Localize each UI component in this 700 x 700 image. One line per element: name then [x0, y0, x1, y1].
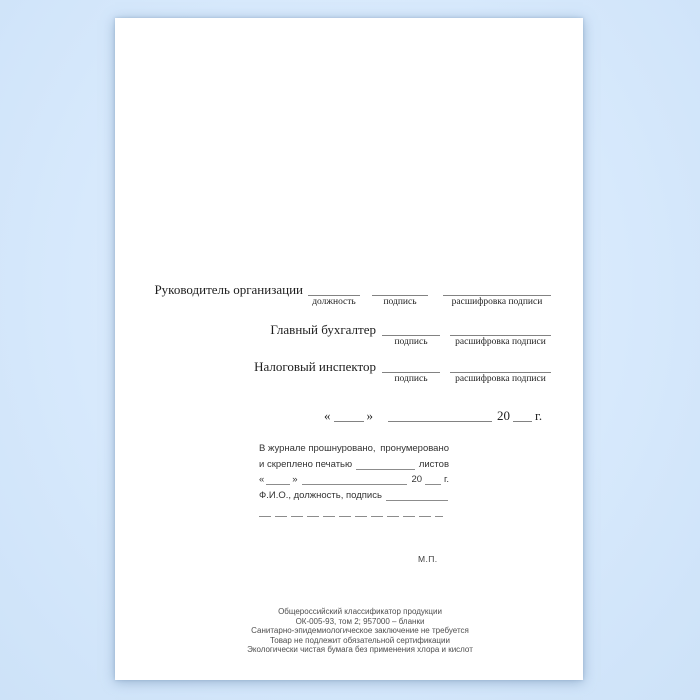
century-prefix: 20	[497, 408, 510, 423]
blank-label: расшифровка подписи	[455, 337, 546, 347]
footer-line: Санитарно-эпидемиологическое заключение не требуется	[251, 626, 469, 636]
blank-line	[450, 359, 551, 373]
signature-blank-signature	[382, 322, 440, 348]
blank-label: подпись	[394, 337, 428, 347]
day-blank-line	[266, 472, 290, 485]
signature-title: Руководитель организации	[154, 282, 303, 297]
blank-label: должность	[312, 297, 356, 307]
blank-label: подпись	[383, 297, 417, 307]
month-blank-line	[388, 408, 492, 422]
signature-row-tax-inspector	[152, 359, 551, 385]
note-line-2: и скреплено печатью листов	[259, 458, 449, 470]
note-line-1: В журнале прошнуровано, пронумеровано	[259, 443, 449, 454]
signature-blank-name	[450, 322, 551, 348]
sheet-count-blank-line	[356, 457, 415, 470]
year-suffix: г.	[535, 408, 543, 423]
signature-blank-signature	[382, 359, 440, 385]
signature-blank-name	[443, 282, 551, 308]
day-blank-line	[334, 408, 364, 422]
signature-blank-position	[308, 282, 360, 308]
month-blank-line	[302, 472, 408, 485]
blank-line	[382, 359, 440, 373]
signature-row-head-of-organization	[152, 282, 551, 308]
note-line-3-date: « » 20 г.	[259, 474, 449, 485]
blank-line	[450, 322, 551, 336]
blank-label: расшифровка подписи	[455, 374, 546, 384]
signature-row-chief-accountant	[152, 322, 551, 348]
fio-blank-line	[386, 488, 448, 501]
blank-line	[382, 322, 440, 336]
signature-title: Главный бухгалтер	[270, 322, 376, 337]
footer-line: Экологически чистая бумага без применения хлора и кислот	[247, 645, 473, 655]
year-blank-line	[513, 408, 532, 422]
blank-line	[308, 282, 360, 296]
year-blank-line	[425, 472, 441, 485]
dashed-blank-line	[259, 516, 443, 517]
blank-line	[372, 282, 428, 296]
open-quote: «	[324, 408, 331, 423]
note-line-4: Ф.И.О., должность, подпись	[259, 488, 449, 504]
blank-line	[443, 282, 551, 296]
journal-binding-note	[259, 441, 449, 517]
date-line	[321, 408, 542, 423]
paper-sheet	[115, 18, 583, 680]
signature-blank-signature	[372, 282, 428, 308]
blank-label: подпись	[394, 374, 428, 384]
close-quote: »	[366, 408, 373, 423]
signature-blank-name	[450, 359, 551, 385]
footer-line: Товар не подлежит обязательной сертификации	[270, 635, 450, 645]
footer-product-info	[137, 607, 583, 655]
footer-line: Общероссийский классификатор продукции	[278, 607, 442, 616]
signature-title: Налоговый инспектор	[254, 359, 376, 374]
blank-label: расшифровка подписи	[451, 297, 543, 307]
seal-mark: М.П.	[418, 554, 438, 564]
footer-line: ОК-005-93, том 2; 957000 – бланки	[295, 616, 425, 626]
